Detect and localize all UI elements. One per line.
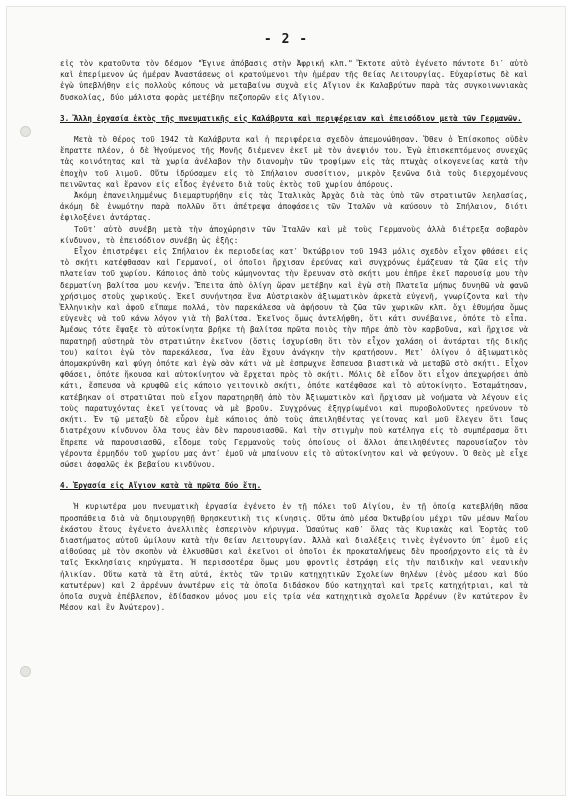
paragraph: Ἀκόμη ἐπανειλημμένως διεμαρτυρήθην εἰς τὰς Ἰταλικὰς Ἀρχὰς διὰ τὰς ὑπὸ τῶν στρατιωτῶν λεηλασίας, ἀκόμη δὲ ἐνωμότην παρὰ πολλῶν ὅτι ἀπέτρεψα ἀποφάσεις τῶν Ἰταλῶν νὰ καύσουν τὸ Σπήλαιον, διότι ἐφιλοξένει ἀντάρτας.	[60, 191, 528, 223]
section-heading-4: 4. Ἐργασία εἰς Αἴγιον κατὰ τὰ πρῶτα δύο ἔτη.	[60, 481, 262, 491]
paragraph: Ἡ κυριωτέρα μου πνευματικὴ ἐργασία ἐγένετο ἐν τῇ πόλει τοῦ Αἰγίου, ἐν τῇ ὁποίᾳ κατεβλήθη πᾶσα προσπάθεια διὰ νὰ δημιουργηθῇ θρησκευτικὴ τις κίνησις. Οὕτω ἀπὸ μέσα Ὀκτωβρίου μέχρι τῶν μέσων Μαΐου ἑκάστου ἔτους ἐγένετο ἀνελλιπὲς ἑσπερινὸν κήρυγμα. Ὡσαύτως καθ᾽ ὅλας τὰς Κυριακὰς καὶ Ἑορτὰς τοῦ διαστήματος αὐτοῦ ὡμίλουν κατὰ τὴν Θείαν Λειτουργίαν. Ἀλλὰ καὶ διαλέξεις τινὲς ἐγένοντο ὑπ᾽ ἐμοῦ εἰς αἰθούσας μὲ τὸν σκοπὸν νὰ ἐλκυσθῶσι καὶ ἐκεῖνοι οἱ ὁποῖοι ἐκ προκαταλήψεως δὲν προσήρχοντο εἰς τὰ ἐν ταῖς Ἐκκλησίαις κηρύγματα. Ἡ περισσοτέρα ὅμως μου φροντὶς ἐστράφη εἰς τὴν παιδικὴν καὶ νεανικὴν ἡλικίαν. Οὕτω κατὰ τὰ ἔτη αὐτά, ἐκτὸς τῶν τριῶν κατηχητικῶν Σχολείων θηλέων (ἑνὸς μέσου καὶ δύο κατωτέρων) καὶ 2 ἀρρένων ἀνωτέρων εἰς τὰ ὁποῖα διδάσκον δύο κατηχηταὶ καὶ τρεῖς κατηχήτριαι, καὶ τὰ ὁποῖα συχνὰ ἐπέβλεπον, ἐδίδασκον μόνος μου εἰς τρία νέα κατηχητικὰ σχολεῖα Ἀρρένων (ἓν κατώτερον ἓν Μέσον καὶ ἓν Ἀνώτερον).	[60, 502, 528, 613]
page-number: - 2 -	[263, 32, 309, 47]
punch-hole-mark	[20, 126, 31, 137]
paragraph: Εἶχον ἐπιστρέψει εἰς Σπήλαιον ἐκ περιοδείας κατ᾽ Ὀκτώβριον τοῦ 1943 μόλις σχεδὸν εἶχον φθάσει εἰς τὸ σκήτι κατέφθασαν καὶ Γερμανοί, οἱ ὁποῖοι ἤρχισαν ἐρεύνας καὶ συγχρόνως ἐμάζευαν τὰ ζῶα εἰς τὴν πλατείαν τοῦ χωρίου. Κάποιος ἀπὸ τοὺς κώμηνοντας τὴν ἔρευναν στὸ σκήτι μου ἐπῆρε ἐκεῖ παρουσίᾳ μου τὴν δερματίνη βαλίτσα μου κενήν. Ἔπειτα ἀπὸ ὀλίγη ὥραν μετέβην καὶ ἐγὼ στὴ Πλατεῖα μήπως δυνηθῶ νὰ φανῶ χρήσιμος στοὺς χωρικούς. Ἐκεῖ συνήντησα ἕνα Αὐστριακὸν ἀξιωματικὸν ἀρκετὰ εὐγενῆ, γνωρίζοντα καὶ τὴν Ἑλληνικὴν καὶ ἀφοῦ εἴπαμε πολλά, τὸν παρεκάλεσα νὰ ἀφήσουν τὰ ζῶα τῶν χωρικῶν κλπ. ὄχι ἐθυμήσα ὅμως εὐγενὲς νὰ τοῦ κάνω λόγον γιὰ τὴ βαλίτσα. Ἐκεῖνος ὅμως ἀντελήφθη, ὅτι κάτι συνέβαινε, ὁπότε τὸ εἶπα. Ἀμέσως τότε ἔψαξε τὸ αὐτοκίνητα βρῆκε τὴ βαλίτσα πρῶτα ποιὸς τὴν πῆρε ἀπὸ τὸν καρβοῦνα, καὶ ἤρχισε νὰ παρατηρῇ αὐστηρὰ τὸν στρατιώτην ἐκεῖνον (ὅστις ἰσχυρίσθη ὅτι τὸν εἶχον χαλάση οἱ ἀντάρται τῆς δικῆς του) καίτοι ἐγὼ τὸν παρεκάλεσα, ἵνα ἐὰν ἔχουν ἀνάγκην τὴν κρατήσουν. Μετ᾽ ὀλίγον ὁ ἀξιωματικὸς ἀπομακρύνθη καὶ φύγη ὁπότε καὶ ἐγὼ σὰν κάτι νὰ μὲ ἐσπρωχνε ἔσπευσα βιαστικὰ νὰ μεταβῶ στὸ σκήτι. Εἶχον φθάσει, ὁπότε ἤκουσα καὶ αὐτοκίνητον νὰ ἔρχεται πρὸς τὸ σκήτι. Μόλις δὲ εἶδον ὅτι εἶχον ἀπεχωρήσει ἀπὸ κάτι, ἔσπευσα νὰ κρυφθῶ εἰς κάποιο γειτονικὸ σκήτι, ὁπότε κατέφθασε καὶ τὸ αὐτοκίνητο. Ἐσταμάτησαν, κατέβηκαν οἱ στρατιῶται ποὺ εἶχον παρατηρηθῆ ἀπὸ τὸν Ἀξιωματικὸν καὶ ἤρχισαν μὲ νοήματα νὰ λέγουν εἰς τοὺς παρατυχόντας ἐκεῖ γείτονας νὰ μὲ βροῦν. Συγχρόνως ἐξηγρίωμένοι καὶ πυροβολοῦντες ηρεύνουν τὸ σκήτι. Ἐν τῷ μεταξὺ δὲ εὗρον ἐμὲ κάποιος ἀπὸ τοὺς ἀπειληθέντας γείτονας καὶ μοῦ ἔλεγεν ὅτι ἴσως διατρέχουν κίνδυνον ὅλα τους ἐὰν δὲν παρουσιασθῶ. Καὶ τὴν στιγμὴν ποὺ κατέληγα εἰς τὸ συμπέρασμα ὅτι ἔπρεπε νὰ παρουσιασθῶ, εἶδομε τοὺς Γερμανοὺς τοὺς ὁποίους οἱ ἄλλοι ἀπειληθέντες παρουσίαζον τὸν γέροντα ἑρμηδόν τοῦ χωρίου μας ἀντ᾽ ἐμοῦ νὰ μπαίνουν εἰς τὸ αὐτοκίνητον καὶ νὰ φεύγουν. Ὁ Θεὸς μὲ εἶχε σώσει ἀσφαλῶς ἐκ βεβαίου κινδύνου.	[60, 247, 528, 469]
document-body	[60, 58, 528, 613]
paragraph-continuation: εἰς τὸν κρατοῦντα τὸν δέσμον "Ἐγινε ἀπόβασις στὴν Ἀφρική κλπ." Ἔκτοτε αὐτὸ ἐγένετο πάντοτε δι᾽ αὐτὸ καὶ ἐπερίμενον ὡς ἡμέραν Ἀναστάσεως οἱ κρατούμενοι τὴν ἡμέραν τῆς Θείας Λειτουργίας. Εὐχαρίστως δὲ καὶ ἐγὼ ὑπεβλήθην εἰς πολλοὺς κόπους νὰ μεταβαίνω συχνὰ εἰς Αἴγιον ἐκ Καλαβρύτων παρὰ τὰς συγκοινωνιακὰς δυσκολίας, δύο μάλιστα φορὰς μετέβην πεζοπορῶν εἰς Αἴγιον.	[60, 59, 528, 102]
scanned-page	[6, 6, 566, 796]
punch-hole-mark	[20, 666, 31, 677]
paragraph: Τοῦτ᾽ αὐτὸ συνέβη μετὰ τὴν ἀποχώρησιν τῶν Ἰταλῶν καὶ μὲ τοὺς Γερμανοὺς ἀλλὰ διέτρεξα σοβαρὸν κίνδυνον, τὸ ἐπεισόδιον συνέβη ὡς ἑξῆς:	[60, 224, 528, 245]
paragraph: Μετὰ τὸ θέρος τοῦ 1942 τὰ Καλάβρυτα καὶ ἡ περιφέρεια σχεδὸν ἀπεμονώθησαν. Ὅθεν ὁ Ἐπίσκοπος οὐδὲν ἔπραττε πλέον, ὁ δὲ Ἡγούμενος τῆς Μονῆς διέμενεν ἐκεῖ μὲ τὸν ἀνεψιόν του. Ἐγὼ ἐπισκεπτόμενος συνεχῶς τὰς κοινότητας καὶ τὰ χωρία ἀνέλαβον τὴν διανομὴν τῶν τροφίμων εἰς τὰς πτωχὰς οἰκογενείας κατὰ τὴν ἐποχὴν τοῦ λιμοῦ. Οὕτω ἱδρύσαμεν εἰς τὸ Σπήλαιον συσσίτιον, μικρὸν ξενῶνα διὰ τοὺς διερχομένους πεινῶντας καὶ ἔρανον εἰς εἶδος ἐγένετο διὰ τοὺς ἐκτὸς τοῦ χωρίου ἀπόρους.	[60, 135, 528, 189]
section-heading-3: 3. Ἄλλη ἐργασία ἐκτὸς τῆς πνευματικῆς εἰς Καλάβρυτα καὶ περιφέρειαν καὶ ἐπεισόδιον μετὰ τῶν Γερμανῶν.	[60, 113, 522, 123]
